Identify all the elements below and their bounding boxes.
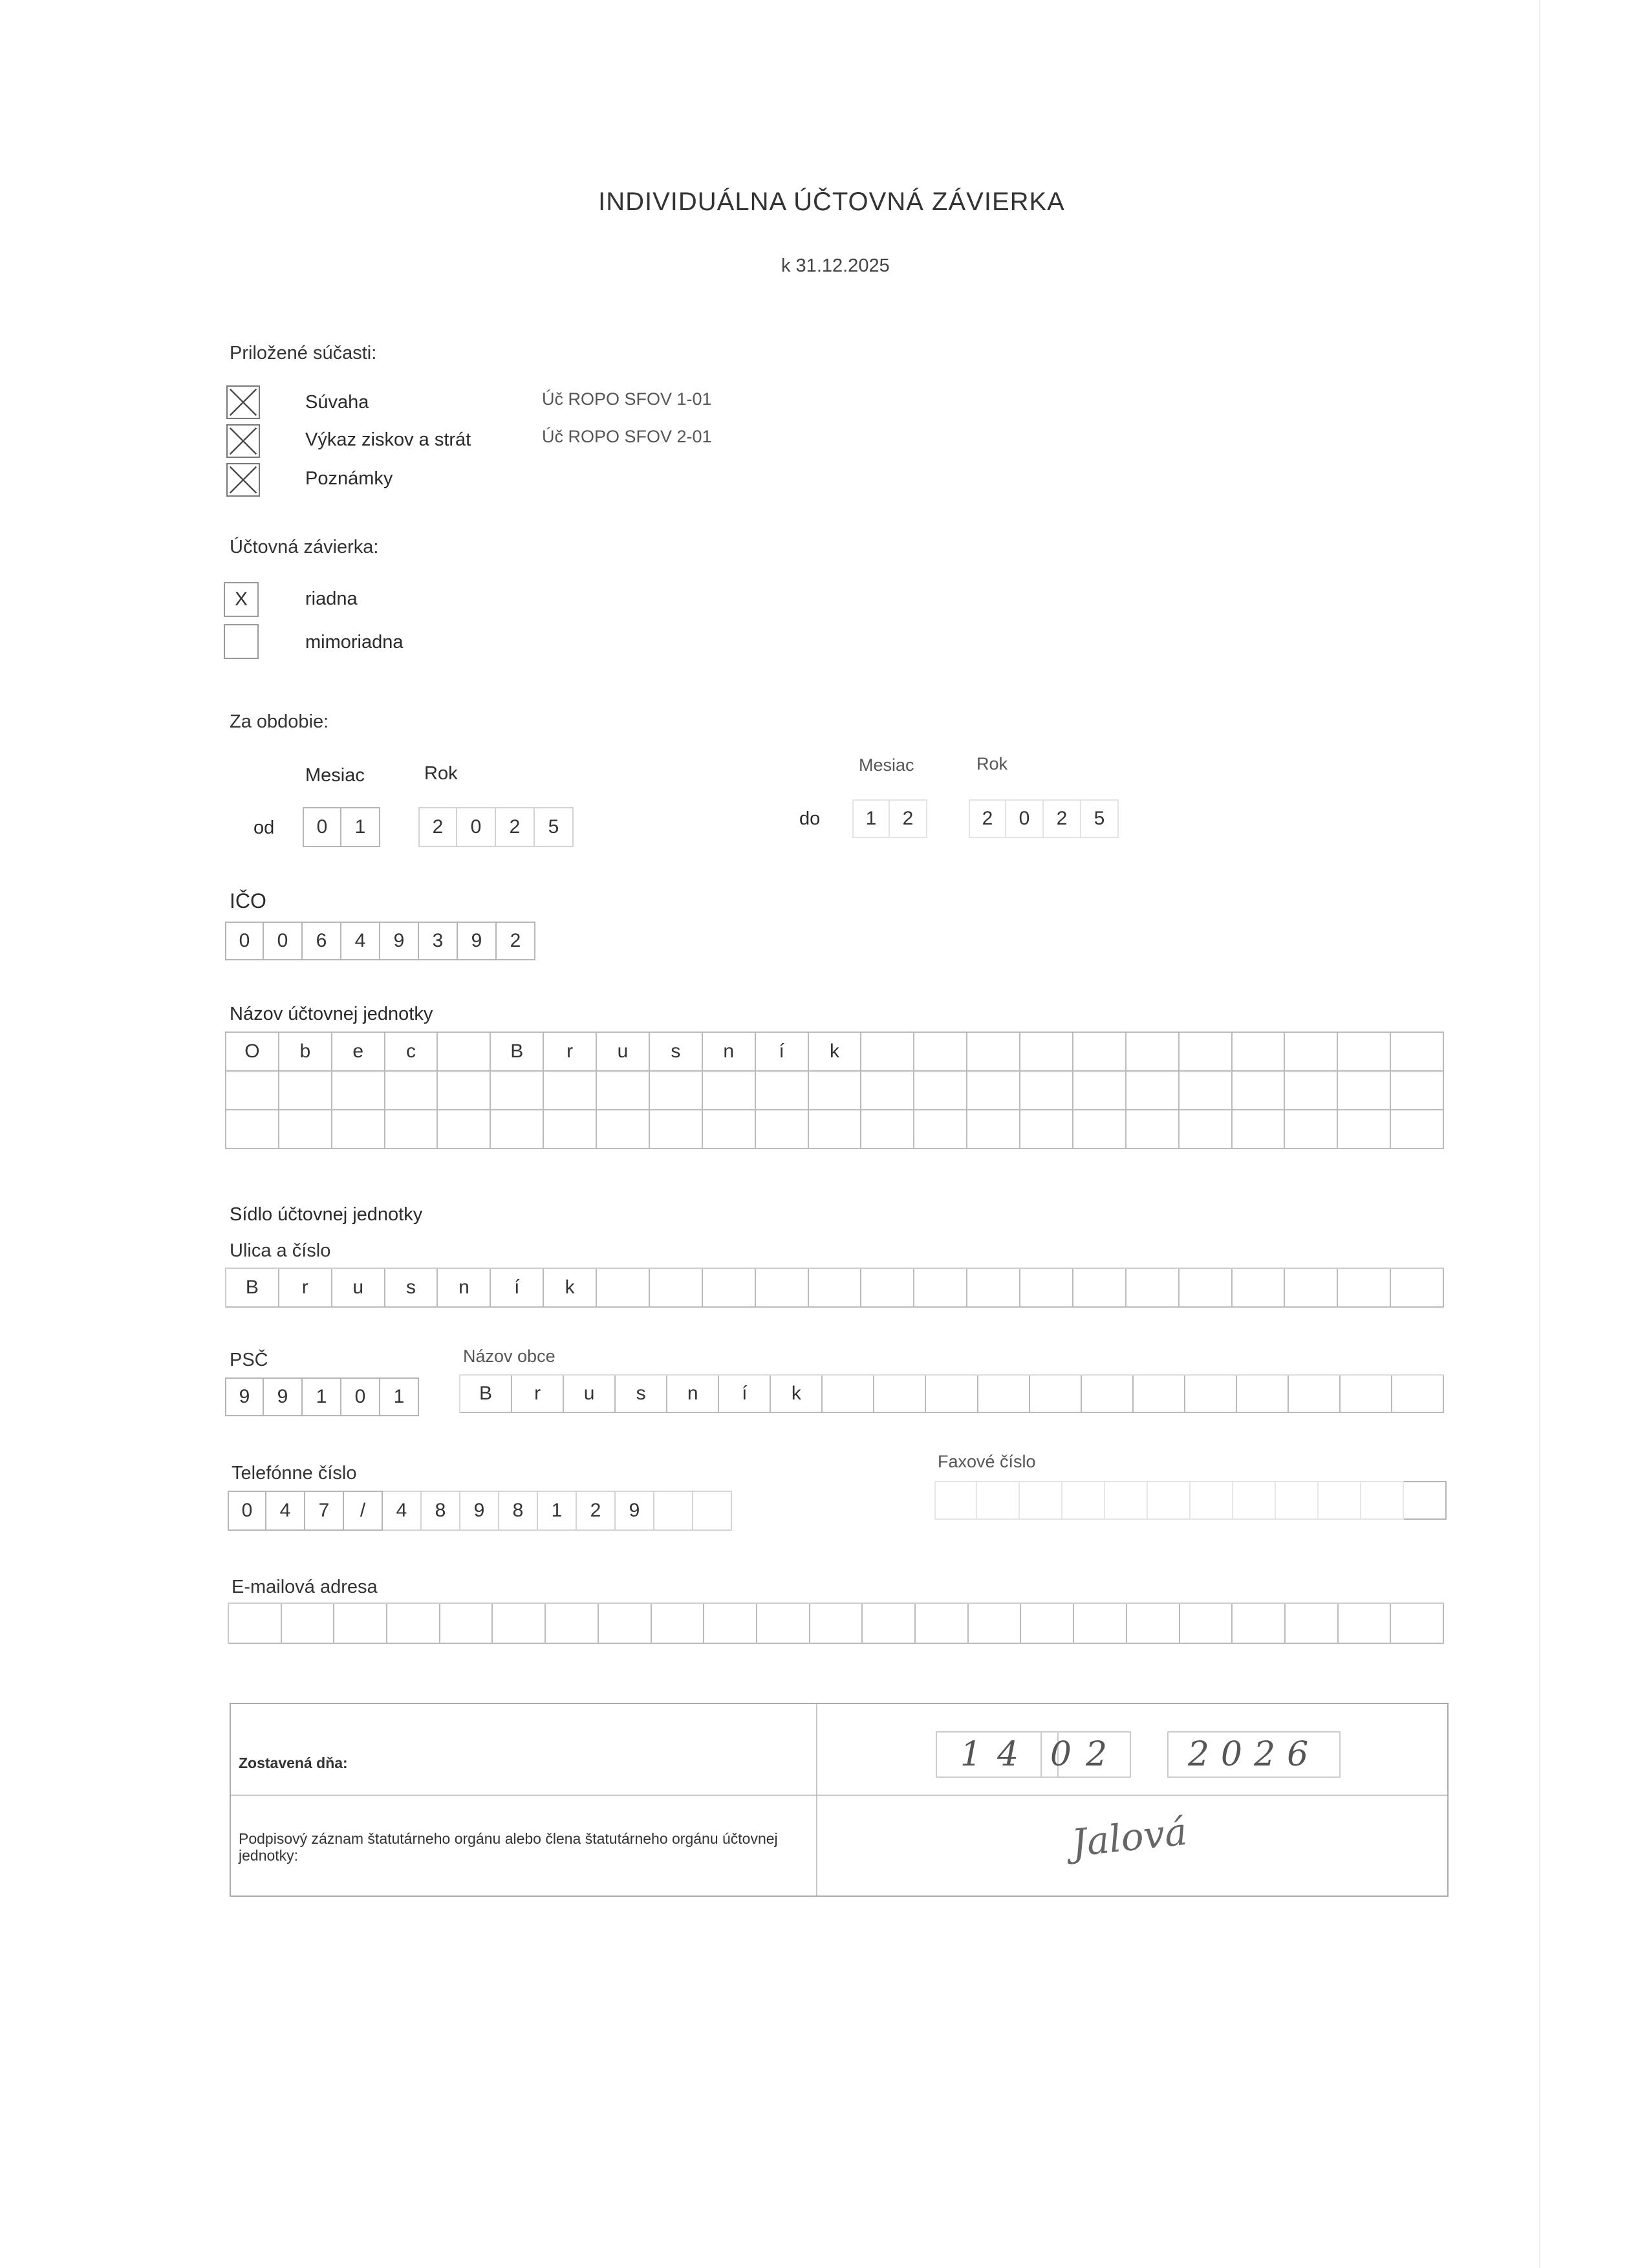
ico-label: IČO [230, 889, 266, 913]
char-cell: r [544, 1033, 597, 1072]
checkbox-riadna[interactable]: X [224, 582, 259, 617]
char-cell: r [279, 1269, 332, 1308]
phone-label: Telefónne číslo [232, 1463, 357, 1484]
char-cell: s [650, 1033, 703, 1072]
signature: Jalová [1069, 1809, 1189, 1866]
signature-label: Podpisový záznam štatutárneho orgánu alebo člena štatutárneho orgánu účtovnej jednotky: [239, 1830, 778, 1864]
char-cell: n [667, 1376, 719, 1413]
digit-cell: 2 [890, 799, 927, 838]
fax-label: Faxové číslo [938, 1452, 1036, 1471]
psc-field[interactable] [225, 1377, 419, 1416]
char-cell: k [809, 1033, 862, 1072]
cross-mark-icon [228, 387, 259, 418]
scan-edge [1539, 0, 1540, 2268]
char-cell: n [438, 1269, 491, 1308]
digit-cell [1020, 1481, 1062, 1520]
closing-label-riadna: riadna [305, 589, 358, 609]
compiled-year: 2026 [1187, 1735, 1320, 1774]
char-cell: b [279, 1033, 332, 1072]
from-month-field[interactable] [303, 807, 380, 847]
char-cell: B [460, 1376, 512, 1413]
from-label: od [253, 817, 275, 838]
digit-cell: 9 [225, 1377, 264, 1416]
digit-cell: 1 [380, 1377, 419, 1416]
char-cell: O [226, 1033, 279, 1072]
digit-cell: 2 [969, 799, 1006, 838]
attached-code-suvaha: Úč ROPO SFOV 1-01 [542, 389, 712, 409]
char-cell: í [756, 1033, 809, 1072]
attached-code-vykaz: Úč ROPO SFOV 2-01 [542, 427, 712, 446]
digit-cell: 5 [535, 807, 574, 847]
digit-cell [977, 1481, 1020, 1520]
char-cell: u [564, 1376, 616, 1413]
fax-field[interactable] [934, 1481, 1447, 1520]
digit-cell: 9 [460, 1491, 499, 1531]
as-of-date: k 31.12.2025 [781, 255, 890, 276]
city-field[interactable] [459, 1374, 1444, 1413]
digit-cell: 2 [497, 922, 535, 960]
compiled-label: Zostavená dňa: [239, 1755, 348, 1771]
checkbox-suvaha[interactable] [226, 385, 260, 419]
digit-cell: 1 [538, 1491, 577, 1531]
compiled-month: 02 [1050, 1735, 1122, 1774]
from-month-label: Mesiac [305, 765, 365, 786]
char-cell [438, 1033, 491, 1072]
digit-cell [654, 1491, 693, 1531]
street-field[interactable] [225, 1268, 1444, 1308]
closing-heading: Účtovná závierka: [230, 537, 379, 557]
digit-cell: 0 [457, 807, 496, 847]
digit-cell: 2 [577, 1491, 616, 1531]
compiled-year-box[interactable] [1167, 1731, 1341, 1778]
digit-cell: 2 [496, 807, 535, 847]
digit-cell [1319, 1481, 1361, 1520]
email-field[interactable] [228, 1603, 1444, 1644]
digit-cell: 4 [341, 922, 380, 960]
char-cell: k [771, 1376, 823, 1413]
page-title: INDIVIDUÁLNA ÚČTOVNÁ ZÁVIERKA [598, 188, 1065, 216]
compiled-month-box[interactable] [1040, 1731, 1131, 1778]
checkbox-vykaz[interactable] [226, 424, 260, 458]
digit-cell: 0 [1006, 799, 1044, 838]
char-cell: k [544, 1269, 597, 1308]
char-cell: n [703, 1033, 756, 1072]
digit-cell: 4 [383, 1491, 422, 1531]
char-cell: e [332, 1033, 385, 1072]
cross-mark-icon [228, 426, 259, 457]
to-month-field[interactable] [852, 799, 927, 838]
email-label: E-mailová adresa [232, 1577, 378, 1597]
unit-name-field[interactable] [225, 1031, 1444, 1149]
char-cell: r [512, 1376, 564, 1413]
digit-cell: 1 [852, 799, 890, 838]
digit-cell: / [344, 1491, 383, 1531]
digit-cell: 9 [380, 922, 419, 960]
digit-cell [1148, 1481, 1191, 1520]
attached-label-poznamky: Poznámky [305, 468, 393, 489]
to-label: do [799, 808, 821, 829]
checkbox-poznamky[interactable] [226, 463, 260, 497]
checkbox-mimoriadna[interactable] [224, 624, 259, 659]
digit-cell: 9 [616, 1491, 654, 1531]
char-cell: c [385, 1033, 438, 1072]
char-cell: B [226, 1269, 279, 1308]
digit-cell [1105, 1481, 1148, 1520]
char-cell: u [332, 1269, 385, 1308]
street-label: Ulica a číslo [230, 1240, 331, 1261]
char-cell: í [491, 1269, 544, 1308]
digit-cell: 3 [419, 922, 458, 960]
digit-cell [1276, 1481, 1319, 1520]
digit-cell [1191, 1481, 1233, 1520]
digit-cell: 2 [418, 807, 457, 847]
char-cell: u [597, 1033, 650, 1072]
period-heading: Za obdobie: [230, 711, 329, 732]
digit-cell: 7 [305, 1491, 344, 1531]
to-year-label: Rok [976, 754, 1008, 773]
digit-cell: 5 [1081, 799, 1119, 838]
digit-cell [934, 1481, 977, 1520]
phone-field[interactable] [228, 1491, 732, 1531]
char-cell: í [719, 1376, 771, 1413]
from-year-field[interactable] [418, 807, 574, 847]
closing-label-mimoriadna: mimoriadna [305, 632, 404, 653]
city-label: Názov obce [463, 1346, 555, 1366]
address-heading: Sídlo účtovnej jednotky [230, 1204, 423, 1225]
digit-cell: 6 [303, 922, 341, 960]
digit-cell: 0 [264, 922, 303, 960]
char-cell: s [616, 1376, 667, 1413]
digit-cell: 4 [266, 1491, 305, 1531]
from-year-label: Rok [424, 763, 458, 784]
char-cell: B [491, 1033, 544, 1072]
attached-label-suvaha: Súvaha [305, 392, 369, 413]
digit-cell: 1 [303, 1377, 341, 1416]
char-cell: s [385, 1269, 438, 1308]
digit-cell [1233, 1481, 1276, 1520]
ico-field[interactable] [225, 922, 535, 960]
digit-cell [693, 1491, 732, 1531]
unit-name-label: Názov účtovnej jednotky [230, 1004, 433, 1024]
compiled-day: 14 [960, 1735, 1035, 1774]
cross-mark-icon [228, 464, 259, 495]
digit-cell: 8 [422, 1491, 460, 1531]
digit-cell [1404, 1481, 1447, 1520]
digit-cell: 8 [499, 1491, 538, 1531]
digit-cell: 1 [341, 807, 380, 847]
digit-cell: 0 [225, 922, 264, 960]
signature-table [230, 1703, 1449, 1897]
digit-cell: 2 [1044, 799, 1081, 838]
to-year-field[interactable] [969, 799, 1119, 838]
digit-cell [1361, 1481, 1404, 1520]
digit-cell [1062, 1481, 1105, 1520]
digit-cell: 0 [228, 1491, 266, 1531]
digit-cell: 0 [341, 1377, 380, 1416]
digit-cell: 9 [264, 1377, 303, 1416]
attached-heading: Priložené súčasti: [230, 343, 377, 363]
digit-cell: 9 [458, 922, 497, 960]
attached-label-vykaz: Výkaz ziskov a strát [305, 429, 471, 450]
psc-label: PSČ [230, 1350, 268, 1370]
to-month-label: Mesiac [859, 755, 914, 775]
digit-cell: 0 [303, 807, 341, 847]
